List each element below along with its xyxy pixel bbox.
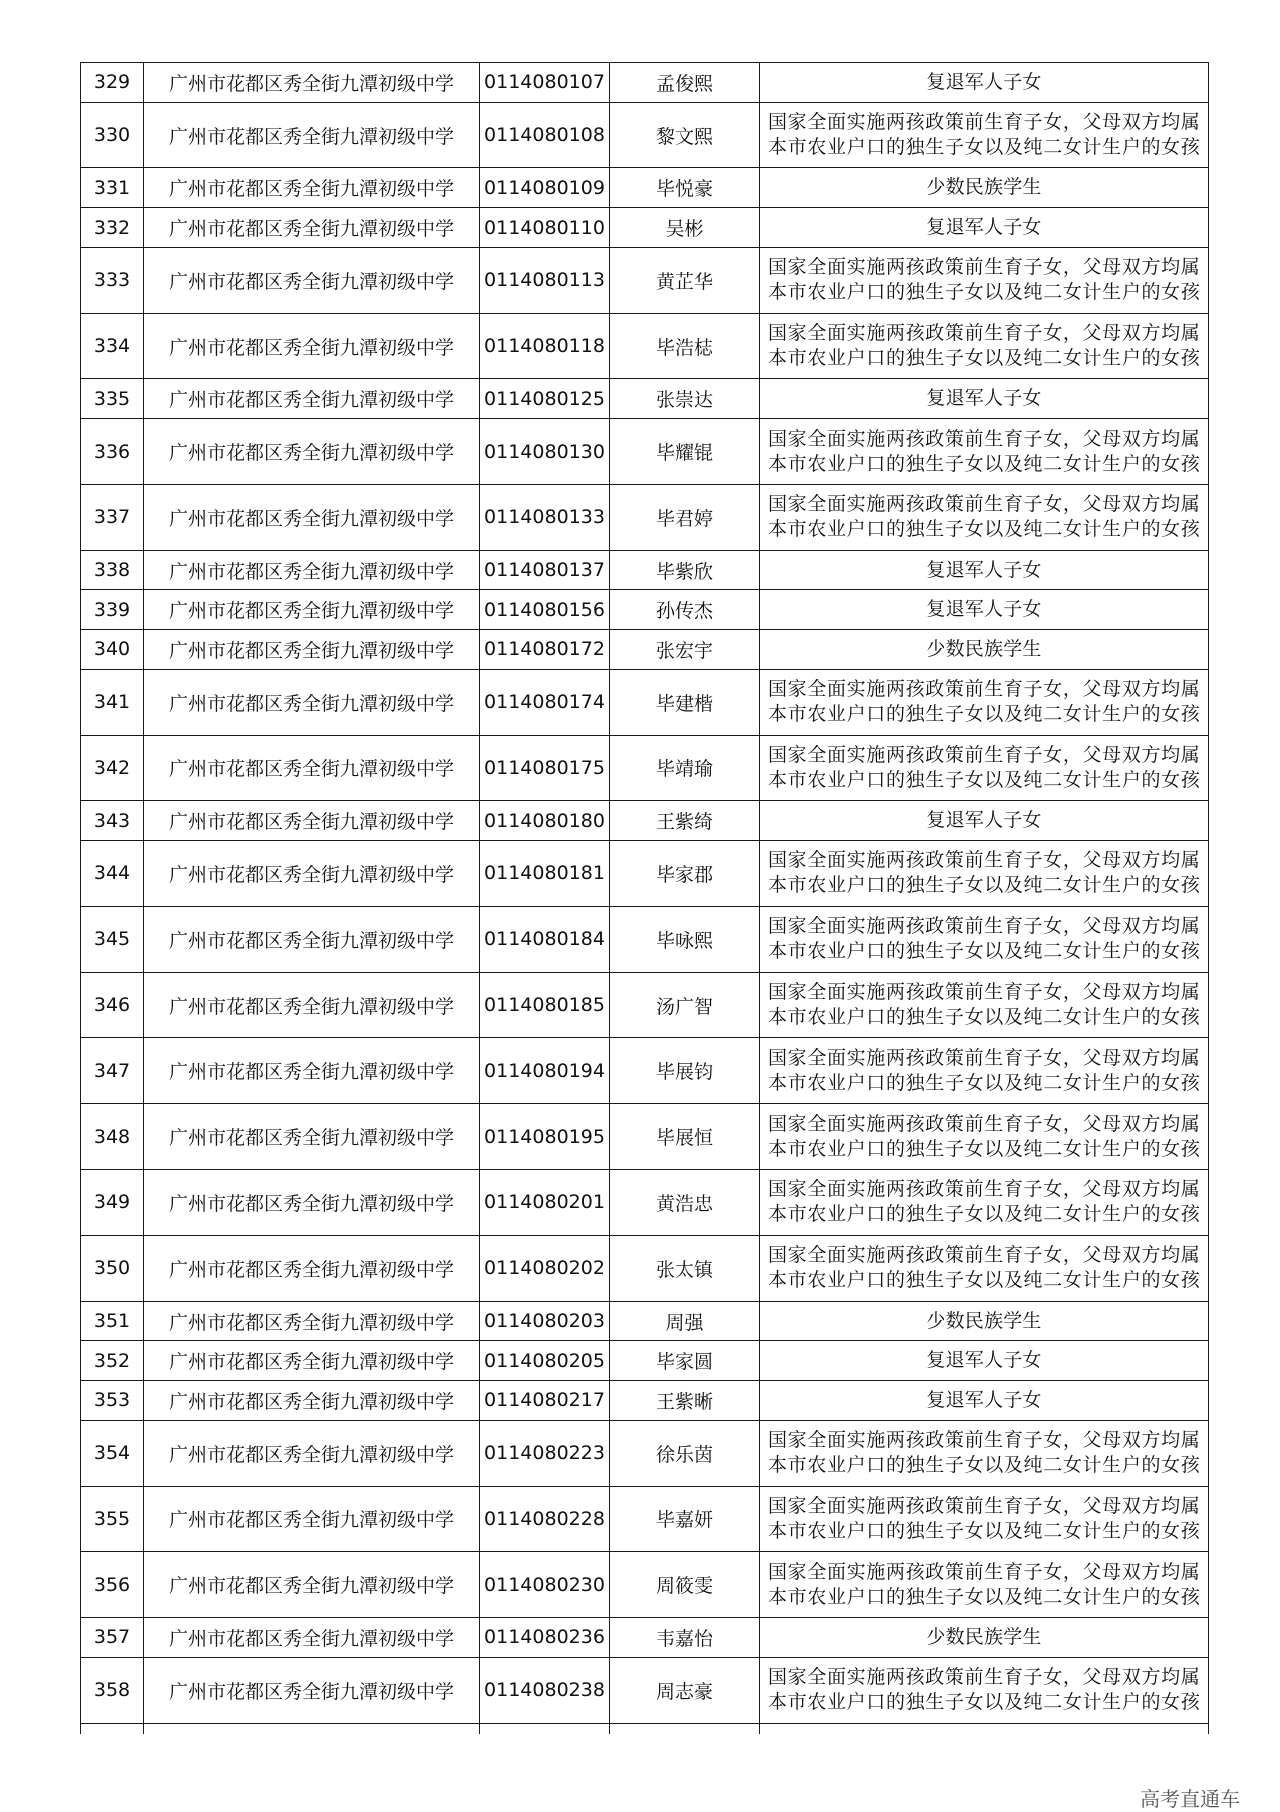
student-name-cell: 王紫晰 — [610, 1381, 760, 1421]
student-id-cell: 0114080156 — [480, 590, 610, 630]
student-name-cell: 毕展钧 — [610, 1038, 760, 1104]
school-cell: 广州市花都区秀全街九潭初级中学 — [144, 247, 480, 313]
category-cell: 国家全面实施两孩政策前生育子女，父母双方均属本市农业户口的独生子女以及纯二女计生户的女孩 — [760, 102, 1209, 168]
student-id-cell: 0114080125 — [480, 379, 610, 419]
row-number-cell: 353 — [81, 1381, 144, 1421]
student-id-cell: 0114080130 — [480, 419, 610, 485]
student-name-cell: 吴彬 — [610, 208, 760, 248]
row-number-cell: 340 — [81, 630, 144, 670]
table-row — [81, 1038, 1209, 1104]
student-id-cell: 0114080110 — [480, 208, 610, 248]
school-cell: 广州市花都区秀全街九潭初级中学 — [144, 801, 480, 841]
student-id-cell: 0114080223 — [480, 1420, 610, 1486]
student-id-cell: 0114080172 — [480, 630, 610, 670]
table-row — [81, 1552, 1209, 1618]
row-number-cell: 352 — [81, 1341, 144, 1381]
student-id-cell: 0114080118 — [480, 313, 610, 379]
table-row — [81, 1104, 1209, 1170]
school-cell: 广州市花都区秀全街九潭初级中学 — [144, 102, 480, 168]
table-row — [81, 1657, 1209, 1723]
row-number-cell: 330 — [81, 102, 144, 168]
table-row — [81, 972, 1209, 1038]
row-number-cell: 338 — [81, 550, 144, 590]
category-cell: 少数民族学生 — [760, 1618, 1209, 1658]
row-number-cell: 349 — [81, 1170, 144, 1236]
table-row — [81, 801, 1209, 841]
student-list-sheet — [80, 62, 1208, 1734]
student-name-cell: 黄芷华 — [610, 247, 760, 313]
student-name-cell: 韦嘉怡 — [610, 1618, 760, 1658]
table-row — [81, 313, 1209, 379]
student-id-cell: 0114080194 — [480, 1038, 610, 1104]
row-number-cell: 339 — [81, 590, 144, 630]
table-row — [81, 419, 1209, 485]
student-id-cell: 0114080238 — [480, 1657, 610, 1723]
table-row — [81, 1301, 1209, 1341]
student-table-body — [81, 63, 1209, 1734]
category-cell: 国家全面实施两孩政策前生育子女，父母双方均属本市农业户口的独生子女以及纯二女计生户的女孩 — [760, 841, 1209, 907]
school-cell: 广州市花都区秀全街九潭初级中学 — [144, 168, 480, 208]
student-name-cell: 毕紫欣 — [610, 550, 760, 590]
student-id-cell: 0114080185 — [480, 972, 610, 1038]
watermark-text: 高考直通车 — [1140, 1787, 1240, 1811]
category-cell: 国家全面实施两孩政策前生育子女，父母双方均属本市农业户口的独生子女以及纯二女计生户的女孩 — [760, 906, 1209, 972]
student-name-cell: 毕浩梽 — [610, 313, 760, 379]
table-row — [81, 1420, 1209, 1486]
table-row — [81, 630, 1209, 670]
student-name-cell: 毕家圆 — [610, 1341, 760, 1381]
student-name-cell: 孟俊熙 — [610, 63, 760, 103]
student-id-cell: 0114080133 — [480, 484, 610, 550]
table-row — [81, 906, 1209, 972]
student-id-cell: 0114080174 — [480, 669, 610, 735]
category-cell: 少数民族学生 — [760, 630, 1209, 670]
school-cell: 广州市花都区秀全街九潭初级中学 — [144, 1552, 480, 1618]
category-cell: 复退军人子女 — [760, 550, 1209, 590]
category-cell: 国家全面实施两孩政策前生育子女，父母双方均属本市农业户口的独生子女以及纯二女计生户的女孩 — [760, 1657, 1209, 1723]
category-cell: 复退军人子女 — [760, 63, 1209, 103]
student-name-cell: 毕耀锟 — [610, 419, 760, 485]
student-name-cell: 毕靖瑜 — [610, 735, 760, 801]
row-number-cell: 332 — [81, 208, 144, 248]
student-name-cell: 毕嘉妍 — [610, 1486, 760, 1552]
table-row — [81, 841, 1209, 907]
school-cell: 广州市花都区秀全街九潭初级中学 — [144, 550, 480, 590]
row-number-cell: 344 — [81, 841, 144, 907]
school-cell: 广州市花都区秀全街九潭初级中学 — [144, 841, 480, 907]
row-number-cell: 348 — [81, 1104, 144, 1170]
category-cell: 国家全面实施两孩政策前生育子女，父母双方均属本市农业户口的独生子女以及纯二女计生户的女孩 — [760, 484, 1209, 550]
row-number-cell: 341 — [81, 669, 144, 735]
category-cell: 国家全面实施两孩政策前生育子女，父母双方均属本市农业户口的独生子女以及纯二女计生户的女孩 — [760, 1235, 1209, 1301]
student-id-cell: 0114080109 — [480, 168, 610, 208]
row-number-cell: 355 — [81, 1486, 144, 1552]
student-name-cell: 徐乐茵 — [610, 1420, 760, 1486]
student-name-cell: 黎文熙 — [610, 102, 760, 168]
school-cell: 广州市花都区秀全街九潭初级中学 — [144, 1301, 480, 1341]
school-cell: 广州市花都区秀全街九潭初级中学 — [144, 669, 480, 735]
student-name-cell: 黄浩忠 — [610, 1170, 760, 1236]
category-cell: 国家全面实施两孩政策前生育子女，父母双方均属本市农业户口的独生子女以及纯二女计生户的女孩 — [760, 1486, 1209, 1552]
student-id-cell: 0114080202 — [480, 1235, 610, 1301]
school-cell: 广州市花都区秀全街九潭初级中学 — [144, 63, 480, 103]
row-number-cell: 346 — [81, 972, 144, 1038]
table-row — [81, 669, 1209, 735]
empty-cell — [760, 1723, 1209, 1734]
student-name-cell: 毕展恒 — [610, 1104, 760, 1170]
category-cell: 少数民族学生 — [760, 1301, 1209, 1341]
category-cell: 国家全面实施两孩政策前生育子女，父母双方均属本市农业户口的独生子女以及纯二女计生户的女孩 — [760, 1038, 1209, 1104]
empty-cell — [81, 1723, 144, 1734]
table-row — [81, 1341, 1209, 1381]
table-row — [81, 590, 1209, 630]
student-name-cell: 毕建楷 — [610, 669, 760, 735]
row-number-cell: 331 — [81, 168, 144, 208]
school-cell: 广州市花都区秀全街九潭初级中学 — [144, 735, 480, 801]
category-cell: 国家全面实施两孩政策前生育子女，父母双方均属本市农业户口的独生子女以及纯二女计生户的女孩 — [760, 419, 1209, 485]
table-row — [81, 63, 1209, 103]
student-name-cell: 王紫绮 — [610, 801, 760, 841]
student-name-cell: 周志豪 — [610, 1657, 760, 1723]
category-cell: 国家全面实施两孩政策前生育子女，父母双方均属本市农业户口的独生子女以及纯二女计生户的女孩 — [760, 1170, 1209, 1236]
school-cell: 广州市花都区秀全街九潭初级中学 — [144, 1341, 480, 1381]
category-cell: 复退军人子女 — [760, 590, 1209, 630]
category-cell: 国家全面实施两孩政策前生育子女，父母双方均属本市农业户口的独生子女以及纯二女计生户的女孩 — [760, 669, 1209, 735]
table-row — [81, 484, 1209, 550]
student-name-cell: 周筱雯 — [610, 1552, 760, 1618]
row-number-cell: 354 — [81, 1420, 144, 1486]
school-cell: 广州市花都区秀全街九潭初级中学 — [144, 484, 480, 550]
table-row — [81, 168, 1209, 208]
student-id-cell: 0114080217 — [480, 1381, 610, 1421]
category-cell: 复退军人子女 — [760, 379, 1209, 419]
category-cell: 国家全面实施两孩政策前生育子女，父母双方均属本市农业户口的独生子女以及纯二女计生户的女孩 — [760, 972, 1209, 1038]
student-name-cell: 汤广智 — [610, 972, 760, 1038]
student-id-cell: 0114080230 — [480, 1552, 610, 1618]
empty-cell — [610, 1723, 760, 1734]
row-number-cell: 335 — [81, 379, 144, 419]
row-number-cell: 342 — [81, 735, 144, 801]
school-cell: 广州市花都区秀全街九潭初级中学 — [144, 1038, 480, 1104]
row-number-cell: 336 — [81, 419, 144, 485]
school-cell: 广州市花都区秀全街九潭初级中学 — [144, 1486, 480, 1552]
student-name-cell: 张太镇 — [610, 1235, 760, 1301]
row-number-cell: 358 — [81, 1657, 144, 1723]
school-cell: 广州市花都区秀全街九潭初级中学 — [144, 1657, 480, 1723]
student-id-cell: 0114080137 — [480, 550, 610, 590]
student-name-cell: 毕悦豪 — [610, 168, 760, 208]
row-number-cell: 351 — [81, 1301, 144, 1341]
student-name-cell: 周强 — [610, 1301, 760, 1341]
school-cell: 广州市花都区秀全街九潭初级中学 — [144, 208, 480, 248]
table-row — [81, 379, 1209, 419]
school-cell: 广州市花都区秀全街九潭初级中学 — [144, 1235, 480, 1301]
row-number-cell: 337 — [81, 484, 144, 550]
empty-cell — [480, 1723, 610, 1734]
student-id-cell: 0114080205 — [480, 1341, 610, 1381]
category-cell: 少数民族学生 — [760, 168, 1209, 208]
student-id-cell: 0114080236 — [480, 1618, 610, 1658]
row-number-cell: 356 — [81, 1552, 144, 1618]
row-number-cell: 343 — [81, 801, 144, 841]
school-cell: 广州市花都区秀全街九潭初级中学 — [144, 1618, 480, 1658]
category-cell: 国家全面实施两孩政策前生育子女，父母双方均属本市农业户口的独生子女以及纯二女计生户的女孩 — [760, 1420, 1209, 1486]
student-id-cell: 0114080184 — [480, 906, 610, 972]
student-name-cell: 毕咏熙 — [610, 906, 760, 972]
student-name-cell: 毕君婷 — [610, 484, 760, 550]
table-row — [81, 1486, 1209, 1552]
student-id-cell: 0114080203 — [480, 1301, 610, 1341]
school-cell: 广州市花都区秀全街九潭初级中学 — [144, 972, 480, 1038]
category-cell: 复退军人子女 — [760, 208, 1209, 248]
student-id-cell: 0114080201 — [480, 1170, 610, 1236]
table-row — [81, 1381, 1209, 1421]
row-number-cell: 345 — [81, 906, 144, 972]
table-row — [81, 247, 1209, 313]
school-cell: 广州市花都区秀全街九潭初级中学 — [144, 906, 480, 972]
school-cell: 广州市花都区秀全街九潭初级中学 — [144, 419, 480, 485]
school-cell: 广州市花都区秀全街九潭初级中学 — [144, 379, 480, 419]
row-number-cell: 333 — [81, 247, 144, 313]
category-cell: 国家全面实施两孩政策前生育子女，父母双方均属本市农业户口的独生子女以及纯二女计生户的女孩 — [760, 1552, 1209, 1618]
student-table — [80, 62, 1209, 1734]
row-number-cell: 350 — [81, 1235, 144, 1301]
row-number-cell: 357 — [81, 1618, 144, 1658]
category-cell: 国家全面实施两孩政策前生育子女，父母双方均属本市农业户口的独生子女以及纯二女计生户的女孩 — [760, 313, 1209, 379]
student-name-cell: 毕家郡 — [610, 841, 760, 907]
school-cell: 广州市花都区秀全街九潭初级中学 — [144, 1104, 480, 1170]
student-id-cell: 0114080113 — [480, 247, 610, 313]
table-row — [81, 208, 1209, 248]
category-cell: 国家全面实施两孩政策前生育子女，父母双方均属本市农业户口的独生子女以及纯二女计生户的女孩 — [760, 247, 1209, 313]
school-cell: 广州市花都区秀全街九潭初级中学 — [144, 1381, 480, 1421]
student-id-cell: 0114080181 — [480, 841, 610, 907]
category-cell: 国家全面实施两孩政策前生育子女，父母双方均属本市农业户口的独生子女以及纯二女计生户的女孩 — [760, 735, 1209, 801]
table-row — [81, 550, 1209, 590]
student-name-cell: 孙传杰 — [610, 590, 760, 630]
student-id-cell: 0114080180 — [480, 801, 610, 841]
category-cell: 复退军人子女 — [760, 1341, 1209, 1381]
table-row — [81, 1235, 1209, 1301]
student-id-cell: 0114080228 — [480, 1486, 610, 1552]
student-name-cell: 张宏宇 — [610, 630, 760, 670]
school-cell: 广州市花都区秀全街九潭初级中学 — [144, 1170, 480, 1236]
row-number-cell: 334 — [81, 313, 144, 379]
row-number-cell: 329 — [81, 63, 144, 103]
student-id-cell: 0114080175 — [480, 735, 610, 801]
student-name-cell: 张崇达 — [610, 379, 760, 419]
table-row — [81, 1618, 1209, 1658]
school-cell: 广州市花都区秀全街九潭初级中学 — [144, 313, 480, 379]
category-cell: 复退军人子女 — [760, 1381, 1209, 1421]
table-row — [81, 1170, 1209, 1236]
category-cell: 复退军人子女 — [760, 801, 1209, 841]
student-id-cell: 0114080195 — [480, 1104, 610, 1170]
row-number-cell: 347 — [81, 1038, 144, 1104]
school-cell: 广州市花都区秀全街九潭初级中学 — [144, 1420, 480, 1486]
table-row — [81, 102, 1209, 168]
student-id-cell: 0114080107 — [480, 63, 610, 103]
table-continuation-row — [81, 1723, 1209, 1734]
category-cell: 国家全面实施两孩政策前生育子女，父母双方均属本市农业户口的独生子女以及纯二女计生户的女孩 — [760, 1104, 1209, 1170]
school-cell: 广州市花都区秀全街九潭初级中学 — [144, 630, 480, 670]
student-id-cell: 0114080108 — [480, 102, 610, 168]
school-cell: 广州市花都区秀全街九潭初级中学 — [144, 590, 480, 630]
empty-cell — [144, 1723, 480, 1734]
table-row — [81, 735, 1209, 801]
